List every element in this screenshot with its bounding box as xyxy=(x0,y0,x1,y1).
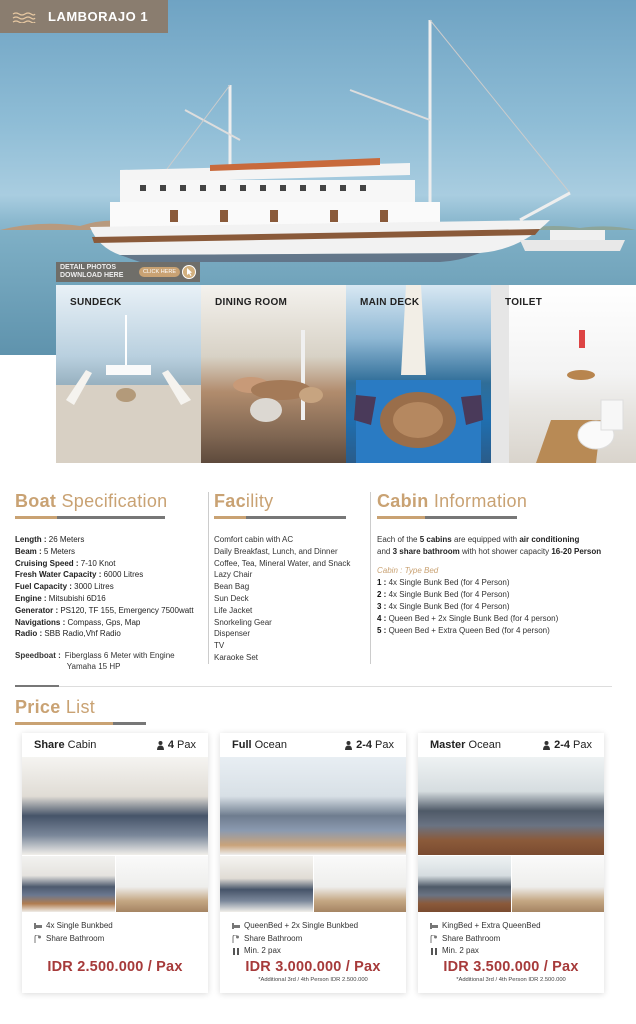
cabin-type-item: 5 : Queen Bed + Extra Queen Bed (for 4 person) xyxy=(377,626,550,635)
feature-item: KingBed + Extra QueenBed xyxy=(430,920,604,933)
column-divider xyxy=(370,492,371,664)
bed-icon xyxy=(34,922,42,930)
feature-item: Min. 2 pax xyxy=(430,945,604,958)
facility-item: Lazy Chair xyxy=(214,570,253,580)
section-title: Boat Specification xyxy=(15,491,168,511)
cabin-type-list xyxy=(377,577,632,637)
section-title: Cabin Information xyxy=(377,491,528,511)
cabin-intro: Each of the 5 cabins are equipped with air conditioning and 3 share bathroom with hot shower capacity 16-20 Person xyxy=(377,535,602,556)
feature-list xyxy=(22,912,208,945)
spec-row: Fuel Capacity : 3000 Litres xyxy=(15,582,114,592)
title-underline xyxy=(377,516,517,519)
spec-row: Generator : PS120, TF 155, Emergency 7500watt xyxy=(15,605,194,615)
spec-row: Length : 26 Meters xyxy=(15,535,85,544)
price-card-full-ocean[interactable] xyxy=(220,733,406,993)
card-price: IDR 2.500.000 / Pax xyxy=(47,959,183,975)
cabin-type-item: 4 : Queen Bed + 2x Single Bunk Bed (for 4 person) xyxy=(377,614,559,623)
facility-item: Daily Breakfast, Lunch, and Dinner xyxy=(214,546,338,556)
title-underline xyxy=(214,516,346,519)
card-header xyxy=(418,733,604,757)
spec-row: Navigations : Compass, Gps, Map xyxy=(15,617,141,627)
header-title-tab xyxy=(0,0,168,33)
card-header xyxy=(22,733,208,757)
boat-specification-section xyxy=(15,491,205,672)
facility-item: Comfort cabin with AC xyxy=(214,535,294,544)
photo-gallery xyxy=(56,285,636,463)
cabin-photo-row xyxy=(22,856,208,912)
people-icon xyxy=(232,947,240,955)
card-title: Full Ocean xyxy=(232,739,288,751)
bathroom-photo xyxy=(512,856,605,912)
card-title: Master Ocean xyxy=(430,739,501,751)
boat-illustration xyxy=(80,15,636,265)
feature-item: 4x Single Bunkbed xyxy=(34,920,208,933)
cabin-photo xyxy=(22,856,115,912)
sundeck-photo xyxy=(56,285,201,463)
card-price: IDR 3.000.000 / Pax xyxy=(245,959,381,975)
pax-count: 4 Pax xyxy=(157,739,196,751)
main-deck-photo xyxy=(346,285,491,463)
price-card-share-cabin[interactable] xyxy=(22,733,208,993)
card-header xyxy=(220,733,406,757)
section-title: Facility xyxy=(214,491,274,511)
spec-list xyxy=(15,534,205,640)
person-icon xyxy=(157,741,164,750)
feature-item: QueenBed + 2x Single Bunkbed xyxy=(232,920,406,933)
facility-item: Coffee, Tea, Mineral Water, and Snack xyxy=(214,558,351,568)
toilet-photo xyxy=(491,285,636,463)
card-price: IDR 3.500.000 / Pax xyxy=(443,959,579,975)
feature-item: Share Bathroom xyxy=(430,933,604,946)
facility-list xyxy=(214,534,366,664)
feature-item: Share Bathroom xyxy=(34,933,208,946)
people-icon xyxy=(430,947,438,955)
cabin-photo-main xyxy=(418,757,604,855)
title-underline xyxy=(15,722,146,725)
gallery-label: MAIN DECK xyxy=(360,297,420,308)
gallery-tile-toilet[interactable] xyxy=(491,285,636,463)
card-price-note: *Additional 3rd / 4th Person IDR 2.500.000 xyxy=(258,977,368,983)
gallery-tile-main-deck[interactable] xyxy=(346,285,491,463)
shower-icon xyxy=(430,935,438,943)
cabin-photo-main xyxy=(22,757,208,855)
cabin-photo xyxy=(220,856,313,912)
spec-row: Radio : SBB Radio,Vhf Radio xyxy=(15,629,121,639)
gallery-label: SUNDECK xyxy=(70,297,122,308)
shower-icon xyxy=(232,935,240,943)
wave-icon xyxy=(12,11,36,23)
cabin-type-item: 3 : 4x Single Bunk Bed (for 4 Person) xyxy=(377,602,510,611)
cabin-type-label: Cabin : Type Bed xyxy=(377,566,439,575)
gallery-label: DINING ROOM xyxy=(215,297,288,308)
price-card-master-ocean[interactable] xyxy=(418,733,604,993)
boat-name-title: LAMBORAJO 1 xyxy=(48,9,149,24)
section-title: Price List xyxy=(15,697,96,717)
speedboat-row: Speedboat : Fiberglass 6 Meter with Engine Yamaha 15 HP xyxy=(15,651,175,672)
spec-row: Cruising Speed : 7-10 Knot xyxy=(15,558,116,568)
gallery-tile-dining-room[interactable] xyxy=(201,285,346,463)
gallery-label: TOILET xyxy=(505,297,543,308)
person-icon xyxy=(345,741,352,750)
gallery-tile-sundeck[interactable] xyxy=(56,285,201,463)
bathroom-photo xyxy=(116,856,209,912)
card-price-note: *Additional 3rd / 4th Person IDR 2.500.000 xyxy=(456,977,566,983)
facility-item: Life Jacket xyxy=(214,605,253,615)
shower-icon xyxy=(34,935,42,943)
detail-photos-download[interactable] xyxy=(56,262,200,282)
facility-item: TV xyxy=(214,641,225,651)
pax-count: 2-4 Pax xyxy=(345,739,394,751)
cabin-photo-main xyxy=(220,757,406,855)
bed-icon xyxy=(430,922,438,930)
title-underline xyxy=(15,516,165,519)
bed-icon xyxy=(232,922,240,930)
person-icon xyxy=(543,741,550,750)
column-divider xyxy=(208,492,209,664)
cabin-information-section xyxy=(377,491,632,637)
feature-list xyxy=(418,912,604,958)
section-divider-accent xyxy=(15,685,59,687)
card-title: Share Cabin xyxy=(34,739,97,751)
pax-count: 2-4 Pax xyxy=(543,739,592,751)
facility-item: Sun Deck xyxy=(214,593,249,603)
bathroom-photo xyxy=(314,856,407,912)
spec-row: Beam : 5 Meters xyxy=(15,546,76,556)
spec-row: Engine : Mitsubishi 6D16 xyxy=(15,593,106,603)
dining-room-photo xyxy=(201,285,346,463)
cursor-icon xyxy=(182,265,196,279)
click-here-button[interactable]: CLICK HERE xyxy=(139,267,180,277)
cabin-photo-row xyxy=(418,856,604,912)
facility-section xyxy=(214,491,366,664)
price-list-section xyxy=(15,697,146,725)
facility-item: Dispenser xyxy=(214,629,251,639)
spec-row: Fresh Water Capacity : 6000 Litres xyxy=(15,570,144,580)
facility-item: Karaoke Set xyxy=(214,652,259,662)
cabin-photo-row xyxy=(220,856,406,912)
feature-item: Min. 2 pax xyxy=(232,945,406,958)
feature-list xyxy=(220,912,406,958)
facility-item: Snorkeling Gear xyxy=(214,617,272,627)
section-divider xyxy=(15,686,612,687)
facility-item: Bean Bag xyxy=(214,582,250,592)
download-here-text: DOWNLOAD HERE xyxy=(60,272,124,279)
cabin-type-item: 1 : 4x Single Bunk Bed (for 4 Person) xyxy=(377,578,510,587)
feature-item: Share Bathroom xyxy=(232,933,406,946)
cabin-type-item: 2 : 4x Single Bunk Bed (for 4 Person) xyxy=(377,590,510,599)
cabin-photo xyxy=(418,856,511,912)
detail-photos-text: DETAIL PHOTOS xyxy=(60,264,117,271)
